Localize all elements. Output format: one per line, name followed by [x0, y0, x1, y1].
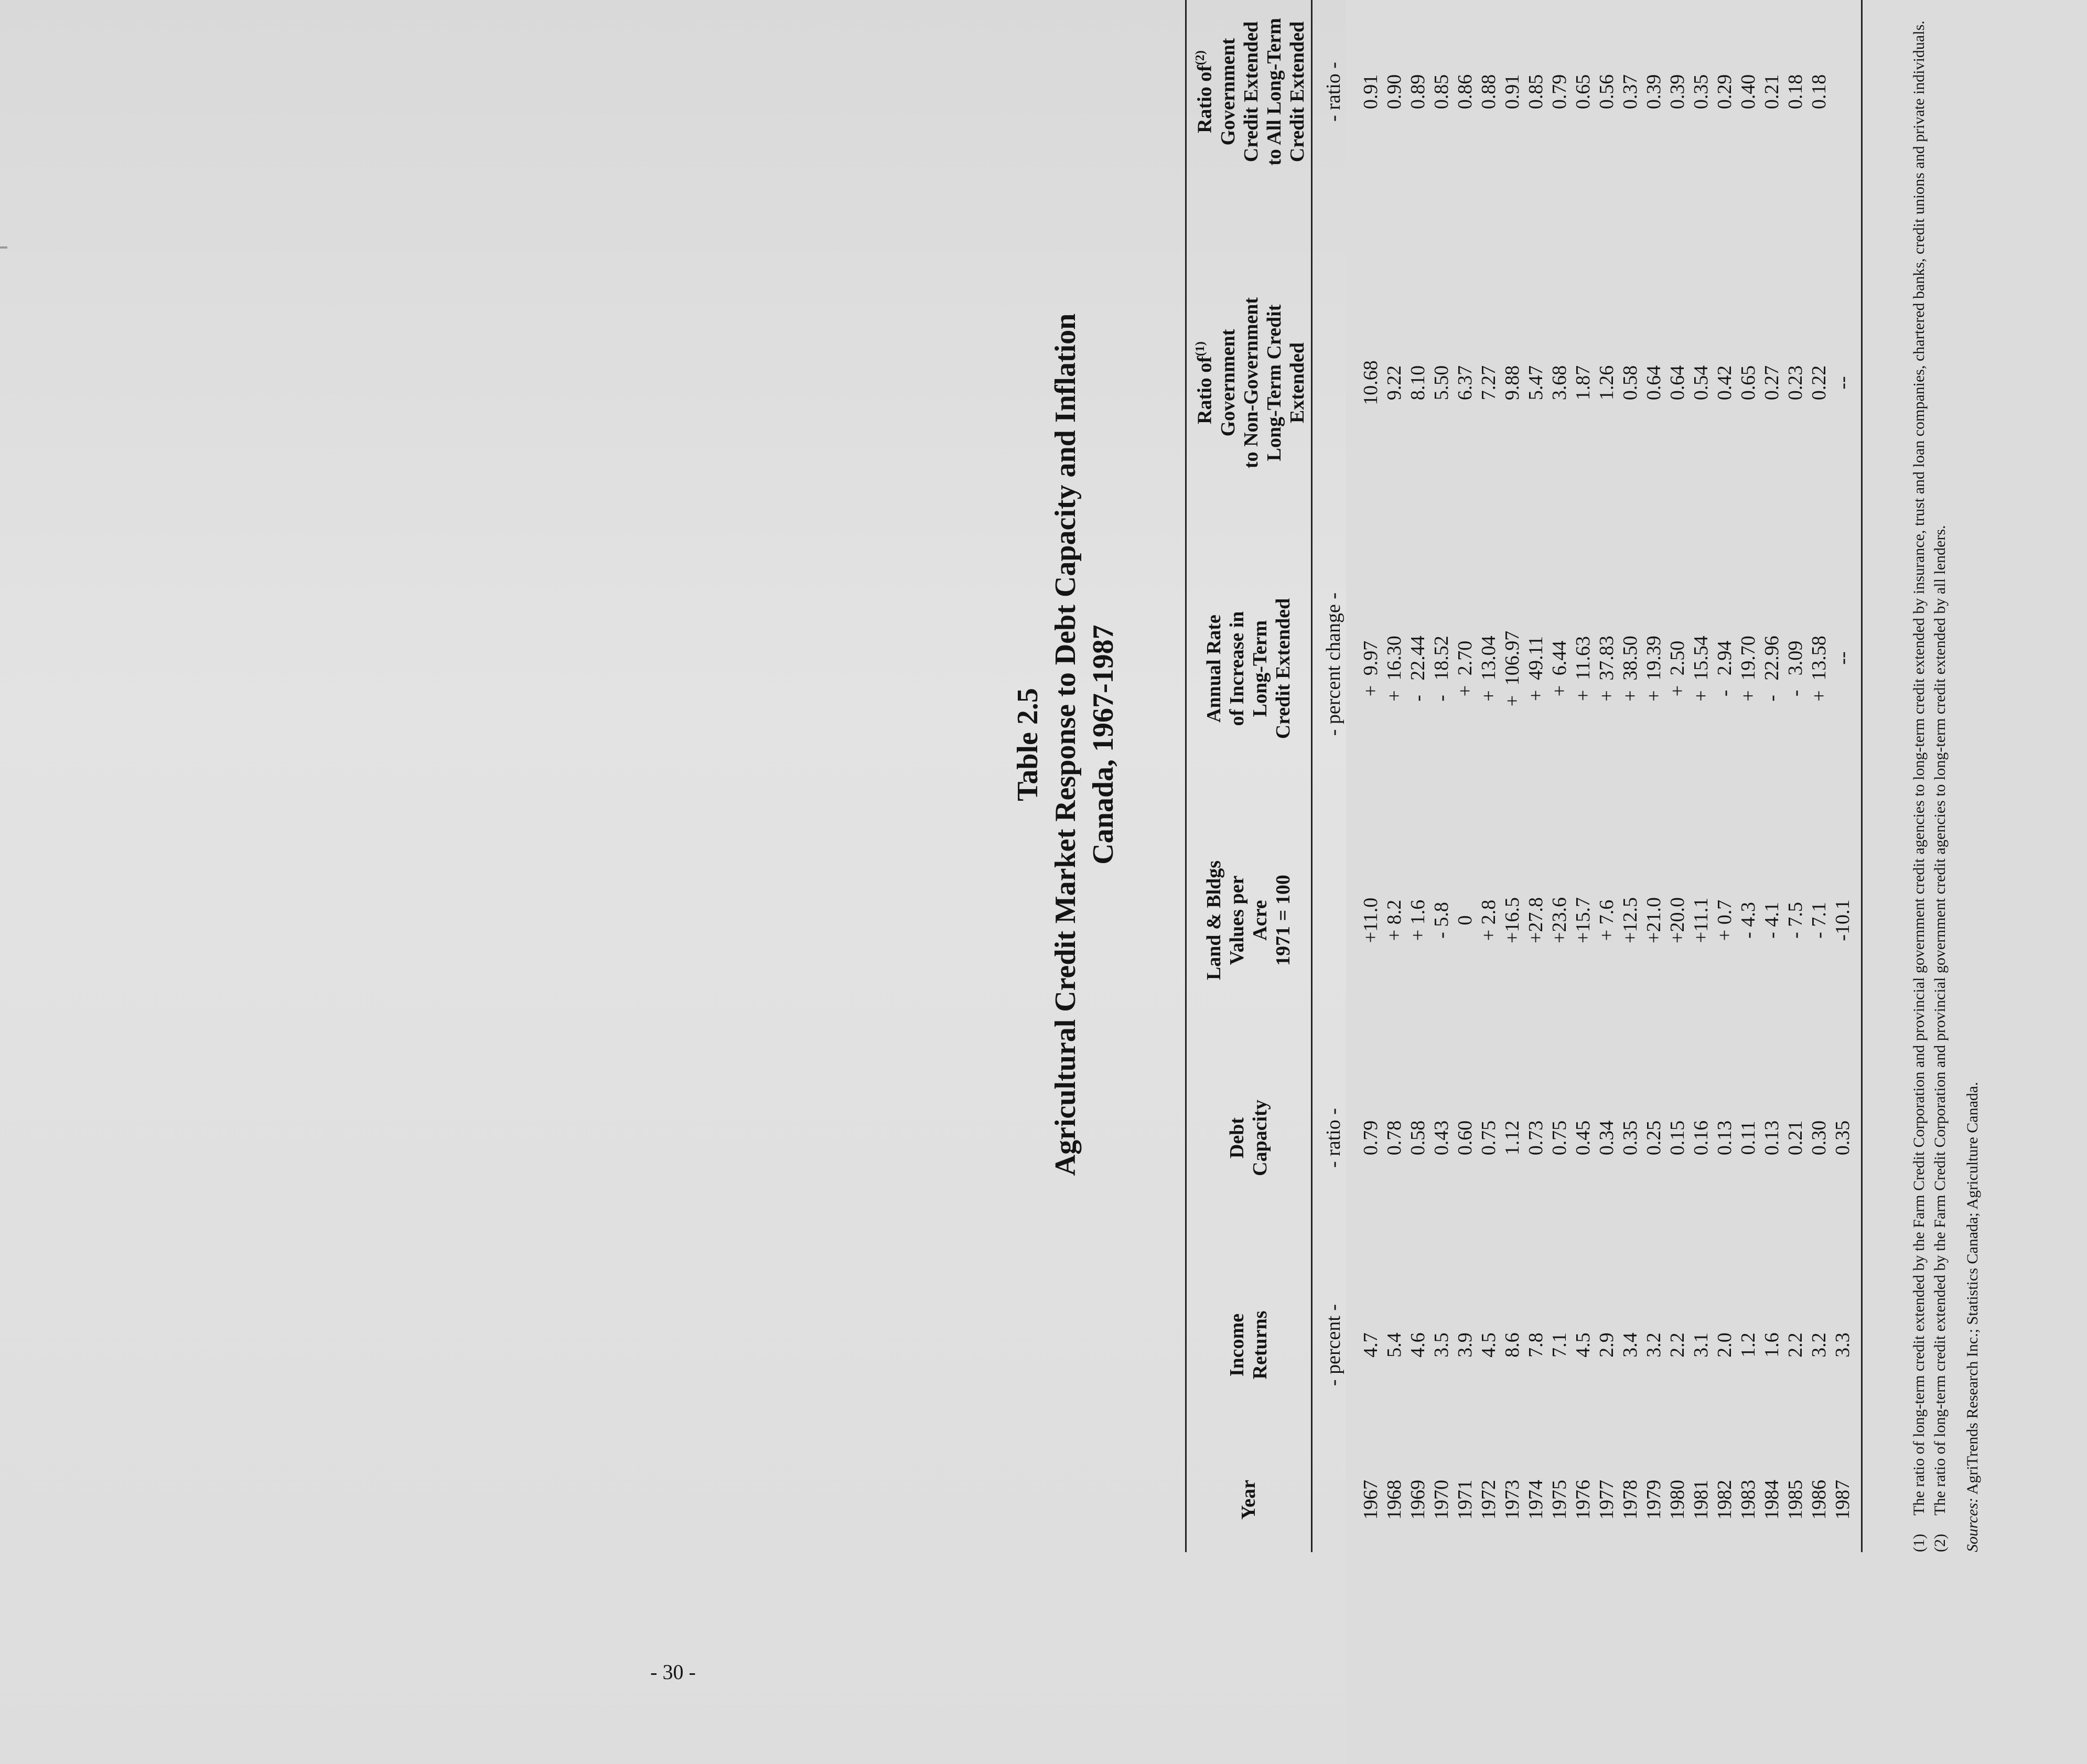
cell-debt: 1.12: [1501, 1120, 1523, 1156]
header-land-line: Land & Bldgs: [1203, 860, 1225, 981]
cell-ratio-2: 0.85: [1524, 74, 1547, 110]
cell-ratio-2: 0.88: [1477, 74, 1500, 110]
cell-land: +11.0: [1359, 897, 1382, 943]
rate-sign: +: [1454, 685, 1476, 697]
cell-income: 3.3: [1831, 1243, 1862, 1447]
cell-rate: [1760, 530, 1784, 808]
rate-sign: +: [1524, 690, 1547, 702]
cell-ratio-2: 0.56: [1595, 74, 1618, 110]
cell-land: +23.6: [1548, 897, 1570, 943]
table-row: [1477, 0, 1501, 1552]
cell-land: +20.0: [1666, 897, 1688, 943]
cell-year: 1975: [1548, 1480, 1570, 1520]
cell-land: +11.1: [1690, 897, 1712, 943]
cell-land: - 5.8: [1430, 902, 1453, 939]
header-r1-line: Extended: [1286, 342, 1308, 424]
cell-year: 1968: [1383, 1480, 1405, 1520]
cell-year: 1972: [1477, 1480, 1500, 1520]
rate-value: 16.30: [1383, 636, 1405, 681]
cell-income: 3.9: [1454, 1332, 1476, 1358]
cell-income: 1.2: [1737, 1332, 1759, 1358]
cell-rate: [1808, 530, 1831, 808]
rate-value: 9.97: [1359, 640, 1382, 676]
table-row: [1454, 0, 1477, 1552]
header-r1-label: Ratio of: [1193, 356, 1216, 424]
header-r1-line: to Non-Government: [1240, 297, 1262, 469]
cell-rate: [1548, 530, 1572, 808]
header-land-line: 1971 = 100: [1272, 875, 1295, 966]
cell-ratio-1: 7.27: [1477, 365, 1500, 401]
cell-rate: [1477, 530, 1501, 808]
table-row: [1430, 0, 1454, 1552]
rotated-table-block: [1007, 0, 2087, 1568]
table-row: [1359, 0, 1383, 1552]
rate-sign: +: [1666, 685, 1688, 697]
table-row: [1619, 0, 1642, 1552]
table-row: [1784, 0, 1808, 1552]
cell-debt: 0.79: [1359, 1120, 1382, 1156]
cell-land: +21.0: [1642, 897, 1665, 943]
cell-rate: [1383, 530, 1406, 808]
rate-sign: +: [1383, 690, 1405, 702]
cell-year: 1980: [1666, 1480, 1688, 1520]
cell-ratio-2: 0.29: [1713, 74, 1736, 110]
cell-debt: 0.73: [1524, 1120, 1547, 1156]
cell-rate: [1737, 530, 1760, 808]
cell-ratio-2: 0.37: [1619, 74, 1641, 110]
cell-year: 1969: [1406, 1480, 1429, 1520]
rate-value: 6.44: [1548, 640, 1570, 676]
cell-land: - 7.5: [1784, 902, 1806, 939]
cell-income: 1.6: [1760, 1332, 1783, 1358]
table-row: [1831, 0, 1862, 1552]
cell-ratio-2: 0.39: [1666, 74, 1688, 110]
cell-debt: 0.58: [1406, 1120, 1429, 1156]
cell-ratio-1: 1.87: [1572, 365, 1594, 401]
rate-value: 106.97: [1501, 630, 1523, 686]
cell-rate: [1713, 530, 1737, 808]
header-row: [1186, 0, 1312, 1552]
header-land-line: Acre: [1249, 900, 1272, 941]
table-subtitle-region: Canada, 1967-1987: [1087, 625, 1120, 865]
cell-year: 1985: [1784, 1480, 1806, 1520]
rate-value: 38.50: [1619, 636, 1641, 681]
cell-ratio-2: 0.40: [1737, 74, 1759, 110]
footnote-1-number: (1): [1910, 1534, 1928, 1552]
cell-ratio-2: 0.18: [1808, 74, 1830, 110]
cell-rate: [1406, 530, 1430, 808]
cell-ratio-2: 0.91: [1359, 74, 1382, 110]
cell-rate: [1454, 530, 1477, 808]
rate-value: 19.39: [1642, 636, 1665, 681]
rate-sign: -: [1713, 690, 1736, 697]
cell-debt: 0.21: [1784, 1120, 1806, 1156]
header-land-values: [1186, 808, 1312, 1033]
rate-sign: -: [1760, 695, 1783, 702]
cell-ratio-1: 0.58: [1619, 365, 1641, 401]
table-row: [1383, 0, 1406, 1552]
cell-ratio-1: 5.50: [1430, 365, 1453, 401]
table-title: Table 2.5: [1012, 688, 1044, 801]
rate-sign: +: [1477, 690, 1500, 702]
cell-debt: 0.16: [1690, 1120, 1712, 1156]
binding-mark: [0, 246, 7, 249]
table-row: [1572, 0, 1595, 1552]
cell-income: 4.5: [1477, 1332, 1500, 1358]
cell-rate: [1595, 530, 1619, 808]
cell-ratio-2: 0.39: [1642, 74, 1665, 110]
units-debt: - ratio -: [1322, 1108, 1344, 1168]
footnote-2-text: The ratio of long-term credit extended by the Farm Credit Corporation and provincial government credit agencies to long-term credit extended by all lenders.: [1931, 525, 1949, 1515]
rate-value: 2.50: [1666, 640, 1688, 676]
cell-ratio-2: 0.91: [1501, 74, 1523, 110]
cell-ratio-2: 0.90: [1383, 74, 1405, 110]
cell-year: 1986: [1808, 1480, 1830, 1520]
rate-value: 49.11: [1524, 636, 1547, 681]
cell-ratio-1: 0.64: [1642, 365, 1665, 401]
cell-ratio-2: 0.86: [1454, 74, 1476, 110]
cell-ratio-1: 9.22: [1383, 365, 1405, 401]
cell-ratio-1: 10.68: [1359, 360, 1382, 405]
cell-ratio-1: 9.88: [1501, 365, 1523, 401]
header-r2-line: Credit Extended: [1286, 21, 1308, 163]
cell-ratio-1: 0.65: [1737, 365, 1759, 401]
cell-ratio-2: [1831, 0, 1862, 236]
cell-income: 3.5: [1430, 1332, 1453, 1358]
cell-income: 2.0: [1713, 1332, 1736, 1358]
footnote-2: [1930, 0, 1951, 1552]
rate-value: 19.70: [1737, 636, 1759, 681]
table-subtitle: Agricultural Credit Market Response to Debt Capacity and Inflation: [1049, 313, 1082, 1176]
cell-income: 5.4: [1383, 1332, 1405, 1358]
footnote-ref-2: (2): [1193, 50, 1207, 66]
header-r1-line: Government: [1217, 329, 1239, 437]
cell-debt: 0.75: [1477, 1120, 1500, 1156]
cell-income: 2.2: [1666, 1332, 1688, 1358]
rate-sign: +: [1737, 690, 1759, 702]
cell-ratio-2: 0.89: [1406, 74, 1429, 110]
rate-sign: +: [1690, 690, 1712, 702]
cell-income: 4.7: [1359, 1332, 1382, 1358]
table-title-block: [1007, 0, 1122, 1568]
cell-income: 2.2: [1784, 1332, 1806, 1358]
cell-ratio-1: 0.27: [1760, 365, 1783, 401]
cell-ratio-1: 0.22: [1808, 365, 1830, 401]
header-income-text: Income Returns: [1226, 1310, 1272, 1380]
sources-label: Sources:: [1964, 1498, 1981, 1552]
cell-ratio-2: 0.79: [1548, 74, 1570, 110]
cell-ratio-2: 0.18: [1784, 74, 1806, 110]
header-rate-line: Annual Rate: [1203, 615, 1225, 723]
header-debt-text: Debt Capacity: [1226, 1100, 1272, 1176]
footnote-1: [1909, 0, 1930, 1552]
cell-year: 1982: [1713, 1480, 1736, 1520]
cell-income: 3.4: [1619, 1332, 1641, 1358]
cell-land: +12.5: [1619, 897, 1641, 943]
cell-debt: 0.25: [1642, 1120, 1665, 1156]
table-row: [1737, 0, 1760, 1552]
cell-income: 4.5: [1572, 1332, 1594, 1358]
rate-sign: +: [1548, 685, 1570, 697]
rate-value: 2.94: [1713, 640, 1736, 676]
rate-sign: +: [1572, 690, 1594, 702]
table-row: [1595, 0, 1619, 1552]
table-row: [1808, 0, 1831, 1552]
cell-debt: 0.13: [1713, 1120, 1736, 1156]
rate-sign: +: [1595, 690, 1618, 702]
rate-value: --: [1831, 651, 1854, 665]
cell-rate: [1501, 530, 1524, 808]
cell-ratio-1: 5.47: [1524, 365, 1547, 401]
cell-debt: 0.78: [1383, 1120, 1405, 1156]
page-number: - 30 -: [650, 1660, 696, 1684]
table-row: [1548, 0, 1572, 1552]
rate-sign: +: [1619, 690, 1641, 702]
header-annual-rate: [1186, 530, 1312, 808]
cell-income: 2.9: [1595, 1332, 1618, 1358]
header-ratio-1: [1186, 236, 1312, 530]
cell-ratio-2: 0.65: [1572, 74, 1594, 110]
cell-year: 1971: [1454, 1480, 1476, 1520]
header-rate-line: Credit Extended: [1272, 598, 1295, 739]
table-row: [1501, 0, 1524, 1552]
cell-rate: [1784, 530, 1808, 808]
cell-land: -10.1: [1831, 808, 1862, 1033]
cell-rate: [1524, 530, 1548, 808]
header-r2-line: [1189, 0, 1217, 232]
header-debt-capacity: [1186, 1033, 1312, 1243]
header-ratio-2: [1186, 0, 1312, 236]
cell-land: - 4.1: [1760, 902, 1783, 939]
cell-income: 3.2: [1808, 1332, 1830, 1358]
rate-value: 18.52: [1430, 636, 1453, 681]
table-row: [1642, 0, 1666, 1552]
table-row: [1524, 0, 1548, 1552]
cell-rate: [1430, 530, 1454, 808]
footnote-ref-1: (1): [1193, 341, 1207, 357]
cell-ratio-1: 8.10: [1406, 365, 1429, 401]
rate-value: 13.58: [1808, 636, 1830, 681]
table-row: [1690, 0, 1713, 1552]
cell-debt: 0.43: [1430, 1120, 1453, 1156]
rate-sign: -: [1406, 695, 1429, 702]
rate-value: 37.83: [1595, 636, 1618, 681]
cell-year: 1984: [1760, 1480, 1783, 1520]
cell-land: 0: [1454, 915, 1476, 926]
cell-ratio-1: 3.68: [1548, 365, 1570, 401]
cell-land: +27.8: [1524, 897, 1547, 943]
header-rate-line: Long-Term: [1249, 620, 1272, 717]
cell-debt: 0.35: [1619, 1120, 1641, 1156]
cell-land: +15.7: [1572, 897, 1594, 943]
cell-income: 3.2: [1642, 1332, 1665, 1358]
cell-year: 1967: [1359, 1480, 1382, 1520]
rate-value: 11.63: [1572, 636, 1594, 681]
cell-debt: 0.11: [1737, 1121, 1759, 1155]
cell-year: 1977: [1595, 1480, 1618, 1520]
cell-ratio-1: 0.23: [1784, 365, 1806, 401]
cell-land: + 1.6: [1406, 899, 1429, 941]
cell-income: 8.6: [1501, 1332, 1523, 1358]
rate-value: 15.54: [1690, 636, 1712, 681]
cell-income: 7.1: [1548, 1332, 1570, 1358]
cell-land: + 7.6: [1595, 899, 1618, 941]
cell-year: 1970: [1430, 1480, 1453, 1520]
header-rate-line: of Increase in: [1226, 611, 1249, 726]
cell-debt: 0.35: [1831, 1033, 1862, 1243]
cell-debt: 0.60: [1454, 1120, 1476, 1156]
cell-land: +16.5: [1501, 897, 1523, 943]
cell-land: + 0.7: [1713, 899, 1736, 941]
table-row: [1666, 0, 1690, 1552]
data-table: [1185, 0, 1863, 1552]
cell-ratio-1: 6.37: [1454, 365, 1476, 401]
cell-ratio-1: --: [1831, 236, 1862, 530]
header-income-returns: [1186, 1243, 1312, 1447]
cell-year: 1974: [1524, 1480, 1547, 1520]
cell-debt: 0.45: [1572, 1120, 1594, 1156]
header-r1-line: Long-Term Credit: [1263, 304, 1285, 461]
rate-value: 2.70: [1454, 640, 1476, 676]
cell-ratio-2: 0.85: [1430, 74, 1453, 110]
cell-rate: [1831, 530, 1862, 808]
cell-ratio-2: 0.35: [1690, 74, 1712, 110]
cell-year: 1973: [1501, 1480, 1523, 1520]
cell-rate: [1642, 530, 1666, 808]
footnote-2-number: (2): [1931, 1534, 1949, 1552]
cell-ratio-1: 0.42: [1713, 365, 1736, 401]
rate-sign: +: [1359, 685, 1382, 697]
units-change: - percent change -: [1322, 593, 1344, 736]
table-row: [1406, 0, 1430, 1552]
cell-income: 7.8: [1524, 1332, 1547, 1358]
cell-rate: [1690, 530, 1713, 808]
units-r2: - ratio -: [1322, 62, 1344, 122]
cell-year: 1979: [1642, 1480, 1665, 1520]
cell-ratio-1: 0.54: [1690, 365, 1712, 401]
rate-sign: +: [1501, 695, 1523, 707]
table-row: [1713, 0, 1737, 1552]
table-body: [1311, 0, 1862, 1552]
rate-value: 22.44: [1406, 636, 1429, 681]
rate-sign: -: [1430, 695, 1453, 702]
rate-sign: +: [1808, 690, 1830, 702]
header-r2-line: Government: [1217, 38, 1239, 146]
sources-line: [1962, 0, 1983, 1552]
header-r2-line: to All Long-Term: [1263, 18, 1285, 166]
footnotes: [1909, 0, 1983, 1552]
footnote-1-text: The ratio of long-term credit extended by the Farm Credit Corporation and provincial government credit agencies to long-term credit extended by insurance, trust and loan companies, chartered banks, credit unions and private individuals.: [1910, 20, 1928, 1515]
cell-ratio-2: 0.21: [1760, 74, 1783, 110]
header-r1-line: [1189, 240, 1217, 525]
cell-land: + 8.2: [1383, 899, 1405, 941]
cell-year: 1976: [1572, 1480, 1594, 1520]
cell-rate: [1359, 530, 1383, 808]
units-r1: [1311, 236, 1359, 530]
cell-year: 1987: [1831, 1447, 1862, 1552]
units-income: - percent -: [1322, 1304, 1344, 1386]
units-row: [1311, 0, 1359, 1552]
sources-text: AgriTrends Research Inc.; Statistics Canada; Agriculture Canada.: [1964, 1082, 1981, 1495]
header-r2-label: Ratio of: [1193, 65, 1216, 133]
cell-land: + 2.8: [1477, 899, 1500, 941]
rate-value: 13.04: [1477, 636, 1500, 681]
cell-year: 1983: [1737, 1480, 1759, 1520]
cell-rate: [1619, 530, 1642, 808]
rate-sign: +: [1642, 690, 1665, 702]
rate-sign: -: [1784, 690, 1806, 697]
header-land-line: Values per: [1226, 875, 1249, 965]
cell-debt: 0.30: [1808, 1120, 1830, 1156]
cell-debt: 0.75: [1548, 1120, 1570, 1156]
header-r2-line: Credit Extended: [1240, 21, 1262, 163]
cell-income: 3.1: [1690, 1332, 1712, 1358]
cell-ratio-1: 0.64: [1666, 365, 1688, 401]
cell-income: 4.6: [1406, 1332, 1429, 1358]
cell-rate: [1666, 530, 1690, 808]
cell-year: 1981: [1690, 1480, 1712, 1520]
cell-ratio-1: 1.26: [1595, 365, 1618, 401]
cell-debt: 0.15: [1666, 1120, 1688, 1156]
units-year: [1311, 1447, 1359, 1552]
cell-year: 1978: [1619, 1480, 1641, 1520]
cell-debt: 0.34: [1595, 1120, 1618, 1156]
rate-value: 22.96: [1760, 636, 1783, 681]
cell-debt: 0.13: [1760, 1120, 1783, 1156]
header-year: Year: [1186, 1447, 1312, 1552]
table-row: [1760, 0, 1784, 1552]
cell-land: - 7.1: [1808, 902, 1830, 939]
rate-value: 3.09: [1784, 640, 1806, 676]
cell-rate: [1572, 530, 1595, 808]
cell-land: - 4.3: [1737, 902, 1759, 939]
